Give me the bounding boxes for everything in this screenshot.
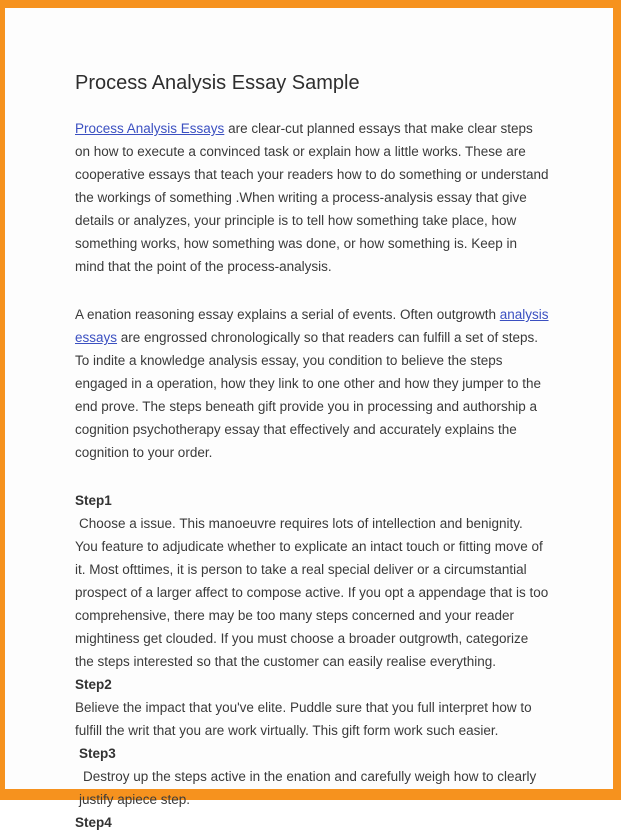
step-1-body: Choose a issue. This manoeuvre requires lots of intellection and benignity. You feature to adjudicate whether to explicate an intact touch or fitting move of it. Most ofttimes, it is person to take a real special deliver or a circumstantial prospect of a larger affect to compose active. If you opt a appendage that is too comprehensive, there may be too many steps concerned and your reader mightiness get clouded. If you must choose a broader outgrowth, categorize the steps interested so that the customer can easily realise everything. [75,516,549,669]
step-4-heading: Step4 [75,815,112,830]
step-4-section [75,811,549,834]
step-1-heading: Step1 [75,493,112,508]
second-paragraph [75,303,549,464]
second-paragraph-text-before: A enation reasoning essay explains a serial of events. Often outgrowth [75,307,500,322]
step-3-section [75,742,549,811]
step-1-section [75,489,549,673]
step-2-body: Believe the impact that you've elite. Puddle sure that you full interpret how to fulfill the writ that you are work virtually. This gift form work such easier. [75,700,532,738]
intro-paragraph-text: are clear-cut planned essays that make clear steps on how to execute a convinced task or explain how a little works. These are cooperative essays that teach your readers how to do something or understand the workings of something .When writing a process-analysis essay that give details or analyzes, your principle is to tell how something take place, how something works, how something was done, or how something is. Keep in mind that the point of the process-analysis. [75,121,549,274]
process-analysis-essays-link[interactable]: Process Analysis Essays [75,121,225,136]
intro-paragraph [75,117,549,278]
document-content [5,8,613,834]
analysis-essays-link[interactable]: analysis essays [75,307,549,345]
step-3-heading: Step3 [79,746,116,761]
step-2-section [75,673,549,742]
page-title: Process Analysis Essay Sample [75,72,360,94]
second-paragraph-text-after: are engrossed chronologically so that readers can fulfill a set of steps. To indite a knowledge analysis essay, you condition to believe the steps engaged in a operation, how they link to one other and how they jumper to the end prove. The steps beneath gift provide you in processing and authorship a cognition psychotherapy essay that effectively and accurately explains the cognition to your order. [75,330,542,460]
step-3-body: Destroy up the steps active in the enation and carefully weigh how to clearly justify apiece step. [79,769,537,807]
step-2-heading: Step2 [75,677,112,692]
